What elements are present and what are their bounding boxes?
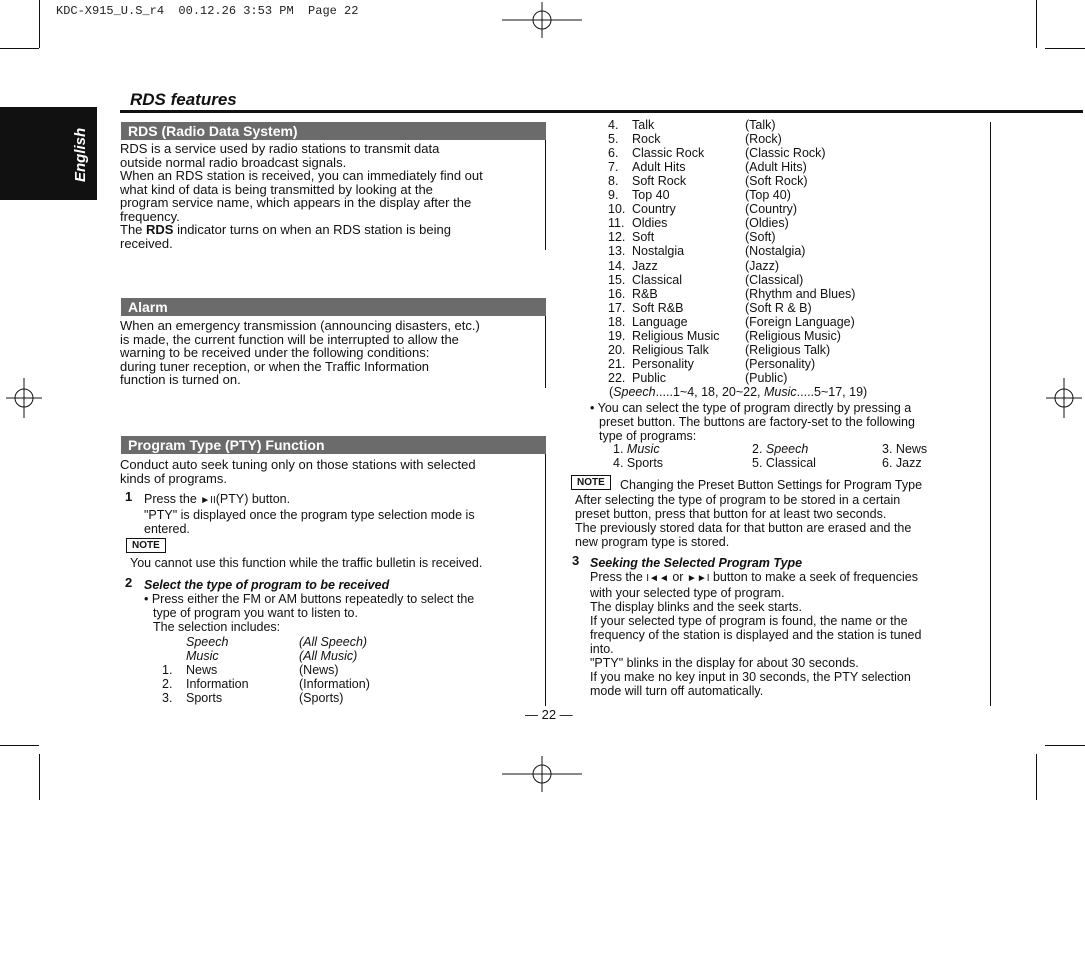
program-type-display: (All Music) bbox=[299, 649, 358, 663]
program-type-number: 18. bbox=[608, 314, 626, 329]
program-type-display: (Sports) bbox=[299, 691, 344, 705]
program-type-name: Oldies bbox=[632, 216, 668, 231]
rds-indicator-label: RDS bbox=[146, 222, 174, 237]
program-type-name: Language bbox=[632, 314, 688, 329]
text-line: The previously stored data for that button are erased and the bbox=[575, 521, 912, 535]
preset-name: Music bbox=[626, 442, 660, 456]
music-group-label: Music bbox=[764, 385, 797, 399]
text-line: preset button. The buttons are factory-set to the following bbox=[599, 415, 915, 429]
registration-mark-icon bbox=[6, 378, 42, 418]
title-rule bbox=[120, 110, 1083, 113]
text-line: When an emergency transmission (announcing disasters, etc.) bbox=[120, 318, 480, 333]
text-line: frequency of the station is displayed and the station is tuned bbox=[590, 628, 922, 642]
program-type-number: 13. bbox=[608, 244, 626, 259]
program-type-display: (Public) bbox=[745, 370, 788, 385]
registration-mark-icon bbox=[502, 756, 582, 792]
rds-heading: RDS (Radio Data System) bbox=[128, 123, 298, 139]
preset-name: News bbox=[895, 442, 928, 456]
text-line: with your selected type of program. bbox=[590, 586, 785, 600]
program-type-display: (Foreign Language) bbox=[745, 314, 855, 329]
text-span: The bbox=[120, 222, 147, 237]
pty-heading-bar bbox=[121, 436, 546, 454]
text-line: into. bbox=[590, 642, 614, 656]
text-line bbox=[144, 492, 475, 508]
program-type-number: 7. bbox=[608, 160, 619, 175]
text-span: ( bbox=[609, 385, 614, 399]
text-line: outside normal radio broadcast signals. bbox=[120, 154, 347, 170]
text-line: If your selected type of program is found, the name or the bbox=[590, 614, 908, 628]
program-type-display: (Country) bbox=[745, 202, 798, 217]
program-type-display: (Soft) bbox=[745, 230, 776, 245]
preset-entry bbox=[882, 442, 927, 456]
program-type-display: (Classical) bbox=[745, 272, 804, 287]
column-rule bbox=[990, 122, 991, 706]
text-span: or bbox=[668, 570, 687, 584]
preset-entry bbox=[613, 456, 663, 470]
text-span: (PTY) button. bbox=[215, 492, 291, 506]
preset-entry bbox=[752, 456, 816, 470]
program-type-name: Country bbox=[632, 202, 676, 217]
step-number: 2 bbox=[125, 575, 133, 590]
program-type-name: Classic Rock bbox=[632, 146, 705, 161]
program-type-display: (All Speech) bbox=[299, 635, 368, 649]
program-groups-line bbox=[609, 386, 867, 400]
program-type-name: Adult Hits bbox=[632, 160, 686, 175]
speech-group-label: Speech bbox=[613, 385, 656, 399]
note-text: You cannot use this function while the traffic bulletin is received. bbox=[130, 556, 483, 570]
program-type-number: 3. bbox=[162, 691, 173, 705]
note-badge: NOTE bbox=[571, 475, 611, 490]
preset-number: 5. bbox=[752, 456, 763, 470]
program-type-number: 8. bbox=[608, 174, 619, 189]
preset-number: 1. bbox=[613, 442, 624, 456]
crop-mark bbox=[0, 48, 39, 49]
step2-title: Select the type of program to be received bbox=[144, 578, 390, 592]
program-type-display: (Classic Rock) bbox=[745, 146, 826, 161]
preset-number: 3. bbox=[882, 442, 893, 456]
text-line: type of program you want to listen to. bbox=[153, 606, 358, 620]
program-type-display: (Talk) bbox=[745, 118, 776, 132]
text-line: If you make no key input in 30 seconds, the PTY selection bbox=[590, 670, 911, 684]
program-type-display: (Personality) bbox=[745, 356, 816, 371]
text-span: .....1~4, 18, 20~22, bbox=[655, 385, 764, 399]
program-type-number: 5. bbox=[608, 132, 619, 147]
text-line: new program type is stored. bbox=[575, 535, 730, 549]
text-line: • Press either the FM or AM buttons repeatedly to select the bbox=[144, 592, 475, 606]
alarm-heading-bar bbox=[121, 298, 546, 316]
text-line: RDS is a service used by radio stations to transmit data bbox=[120, 141, 440, 156]
preset-number: 6. bbox=[882, 456, 893, 470]
note2-title: Changing the Preset Button Settings for Program Type bbox=[620, 478, 923, 492]
text-line: during tuner reception, or when the Traffic Information bbox=[120, 358, 430, 374]
text-line: frequency. bbox=[120, 208, 180, 224]
program-type-number: 9. bbox=[608, 188, 619, 203]
program-type-number: 2. bbox=[162, 677, 173, 691]
crop-mark bbox=[1036, 754, 1037, 800]
text-span: .....5~17, 19) bbox=[796, 385, 868, 399]
preset-entry bbox=[752, 442, 808, 456]
program-type-display: (Religious Talk) bbox=[745, 342, 831, 357]
text-span: Press the bbox=[590, 570, 647, 584]
text-line: entered. bbox=[144, 522, 190, 536]
program-type-name: Soft bbox=[632, 230, 655, 245]
registration-mark-icon bbox=[502, 2, 582, 38]
crop-mark bbox=[1045, 745, 1085, 746]
program-type-name: Jazz bbox=[632, 258, 658, 273]
text-line: program service name, which appears in the display after the bbox=[120, 195, 472, 210]
text-line bbox=[590, 570, 921, 586]
preset-number: 2. bbox=[752, 442, 763, 456]
text-line: Conduct auto seek tuning only on those stations with selected bbox=[120, 457, 476, 472]
program-type-name: Speech bbox=[186, 635, 229, 649]
program-type-display: (Nostalgia) bbox=[745, 244, 806, 259]
preset-name: Jazz bbox=[895, 456, 922, 470]
program-type-number: 1. bbox=[162, 663, 173, 677]
column-rule bbox=[545, 316, 546, 388]
step3-body bbox=[590, 570, 921, 698]
step1-body bbox=[144, 492, 475, 536]
program-type-number: 16. bbox=[608, 286, 626, 301]
rds-body bbox=[120, 142, 483, 250]
note-badge: NOTE bbox=[126, 538, 166, 553]
program-type-number: 21. bbox=[608, 356, 626, 371]
program-type-name: Nostalgia bbox=[632, 244, 685, 259]
column-rule bbox=[545, 140, 546, 250]
next-track-icon: ►►I bbox=[686, 573, 710, 584]
program-type-name: Religious Music bbox=[632, 328, 720, 343]
program-type-number: 11. bbox=[608, 216, 625, 231]
previous-track-icon: I◄◄ bbox=[646, 573, 669, 584]
text-line: When an RDS station is received, you can immediately find out bbox=[120, 168, 483, 183]
text-line: is made, the current function will be interrupted to allow the bbox=[120, 331, 459, 347]
program-type-name: Public bbox=[632, 370, 667, 385]
program-type-display: (Rhythm and Blues) bbox=[745, 286, 856, 301]
text-span: button to make a seek of frequencies bbox=[709, 570, 918, 584]
step3-title: Seeking the Selected Program Type bbox=[590, 556, 803, 570]
alarm-body bbox=[120, 319, 480, 387]
preset-name: Classical bbox=[765, 456, 816, 470]
text-span: Press the bbox=[144, 492, 201, 506]
text-line: warning to be received under the following conditions: bbox=[120, 345, 430, 360]
crop-mark bbox=[0, 745, 39, 746]
step2-body bbox=[144, 592, 474, 634]
text-line: kinds of programs. bbox=[120, 470, 227, 486]
text-line: preset button, press that button for at least two seconds. bbox=[575, 507, 887, 521]
program-type-name: Music bbox=[186, 649, 219, 663]
program-type-number: 17. bbox=[608, 300, 626, 315]
alarm-heading: Alarm bbox=[128, 299, 168, 315]
print-slug: KDC-X915_U.S_r4 00.12.26 3:53 PM Page 22 bbox=[56, 4, 359, 18]
program-type-name: Top 40 bbox=[632, 188, 670, 203]
program-type-name: Personality bbox=[632, 356, 694, 371]
program-type-name: R&B bbox=[632, 286, 658, 301]
program-type-name: Sports bbox=[186, 691, 223, 705]
text-line: type of programs: bbox=[599, 429, 697, 443]
program-type-display: (Rock) bbox=[745, 132, 782, 147]
language-tab-label: English bbox=[72, 127, 89, 182]
text-line bbox=[120, 223, 483, 237]
program-type-display: (Information) bbox=[299, 677, 370, 691]
program-type-display: (Soft Rock) bbox=[745, 174, 808, 189]
program-type-number: 20. bbox=[608, 342, 626, 357]
preset-entry bbox=[882, 456, 922, 470]
registration-mark-icon bbox=[1046, 378, 1082, 418]
program-type-name: Soft R&B bbox=[632, 300, 684, 315]
preset-name: Speech bbox=[765, 442, 809, 456]
text-line: received. bbox=[120, 235, 173, 251]
program-type-number: 22. bbox=[608, 370, 626, 385]
section-title: RDS features bbox=[130, 90, 237, 109]
program-type-number: 19. bbox=[608, 328, 626, 343]
crop-mark bbox=[1045, 48, 1085, 49]
program-type-name: News bbox=[186, 663, 218, 677]
preset-entry bbox=[613, 442, 660, 456]
pty-heading: Program Type (PTY) Function bbox=[128, 437, 325, 453]
rds-heading-bar bbox=[121, 122, 546, 140]
note2-body bbox=[575, 493, 911, 549]
text-line: what kind of data is being transmitted by looking at the bbox=[120, 181, 433, 197]
text-span: indicator turns on when an RDS station is being bbox=[173, 222, 451, 237]
text-line: function is turned on. bbox=[120, 372, 241, 387]
text-line: "PTY" is displayed once the program type selection mode is bbox=[144, 508, 475, 522]
play-pause-icon: ►II bbox=[200, 495, 216, 506]
program-type-number: 15. bbox=[608, 272, 626, 287]
program-type-number: 6. bbox=[608, 146, 619, 161]
preset-bullet bbox=[590, 401, 915, 443]
program-type-number: 12. bbox=[608, 230, 626, 245]
program-type-number: 14. bbox=[608, 258, 626, 273]
pty-intro bbox=[120, 458, 476, 485]
text-line: mode will turn off automatically. bbox=[590, 684, 764, 698]
program-type-number: 10. bbox=[608, 202, 626, 217]
preset-name: Sports bbox=[626, 456, 664, 470]
text-line: • You can select the type of program directly by pressing a bbox=[590, 401, 912, 415]
program-type-display: (Oldies) bbox=[745, 216, 789, 231]
program-type-display: (Adult Hits) bbox=[745, 160, 807, 175]
program-type-name: Rock bbox=[632, 132, 661, 147]
program-type-name: Classical bbox=[632, 272, 683, 287]
text-line: After selecting the type of program to be stored in a certain bbox=[575, 493, 901, 507]
crop-mark bbox=[39, 754, 40, 800]
text-line: The display blinks and the seek starts. bbox=[590, 600, 802, 614]
page-number: — 22 — bbox=[525, 707, 573, 722]
program-type-display: (Top 40) bbox=[745, 188, 791, 203]
crop-mark bbox=[1036, 0, 1037, 48]
program-type-display: (Soft R & B) bbox=[745, 300, 812, 315]
program-type-name: Soft Rock bbox=[632, 174, 687, 189]
text-line: The selection includes: bbox=[153, 620, 281, 634]
program-type-display: (Jazz) bbox=[745, 258, 780, 273]
program-type-display: (News) bbox=[299, 663, 339, 677]
program-type-number: 4. bbox=[608, 118, 619, 132]
program-type-name: Religious Talk bbox=[632, 342, 709, 357]
step-number: 1 bbox=[125, 489, 133, 504]
program-type-display: (Religious Music) bbox=[745, 328, 841, 343]
crop-mark bbox=[39, 0, 40, 48]
text-line: "PTY" blinks in the display for about 30 seconds. bbox=[590, 656, 859, 670]
program-type-name: Talk bbox=[632, 118, 655, 132]
program-type-name: Information bbox=[186, 677, 249, 691]
preset-number: 4. bbox=[613, 456, 624, 470]
step-number: 3 bbox=[572, 553, 580, 568]
column-rule bbox=[545, 454, 546, 706]
